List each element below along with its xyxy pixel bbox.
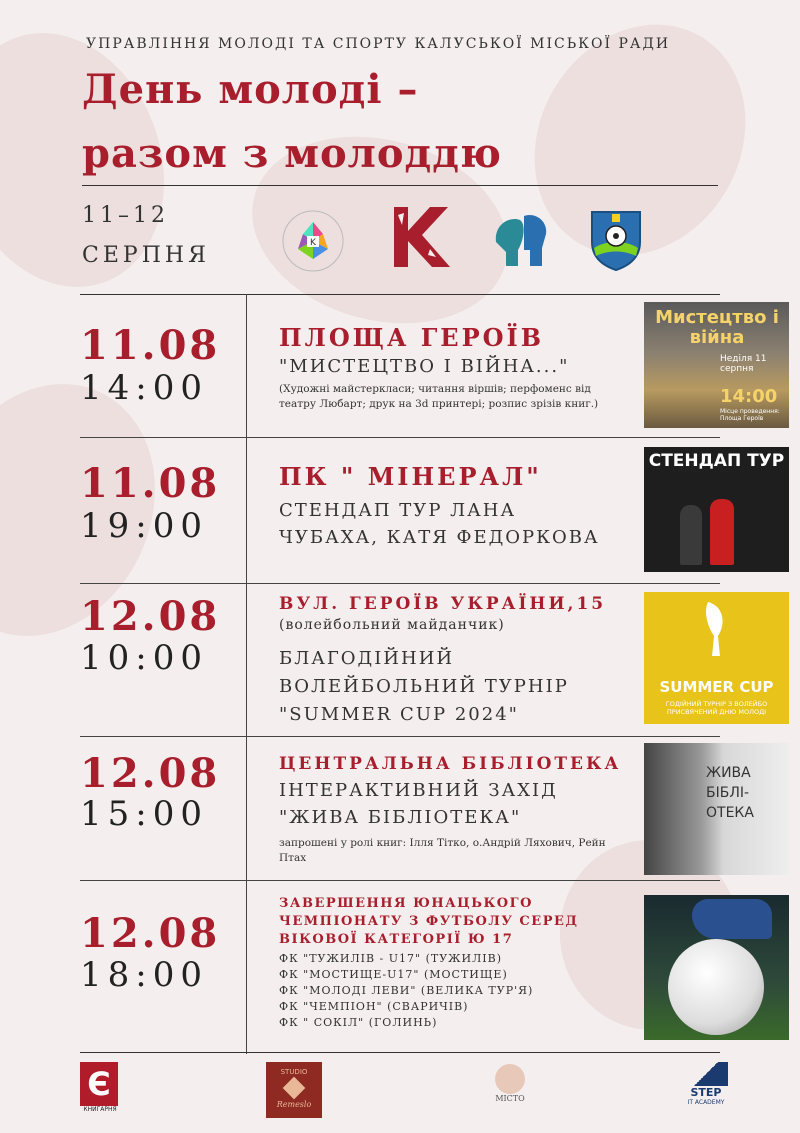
poster-day: Неділя 11 серпня [720, 354, 767, 374]
stairs-icon [684, 1062, 728, 1086]
event-time: 18:00 [80, 955, 208, 995]
event-date: 12.08 [80, 593, 221, 640]
event-details: (Художні майстеркласи; читання віршів; перфоменс від театру Любарт; друк на 3d принтері; розпис зрізів книг.) [279, 383, 599, 410]
sponsor-name: STEP [690, 1086, 722, 1099]
event-time: 14:00 [80, 368, 208, 408]
poster-caption: ГОДІЙНИЙ ТУРНІР З ВОЛЕЙБО ПРИСВЯЧЕНИЙ ДНЮ МОЛОДІ [665, 700, 768, 716]
event-time: 19:00 [80, 506, 208, 546]
sponsor-name: КНИГАРНЯ [83, 1106, 117, 1113]
event-photo-football [644, 895, 789, 1040]
event-place: ПЛОЩА ГЕРОЇВ [279, 323, 545, 352]
e-letter-icon: Є [80, 1062, 118, 1106]
event-poster-standup [644, 447, 789, 572]
poster-time: 14:00 [720, 386, 778, 407]
page-title-line2: разом з молоддю [82, 130, 502, 177]
sponsor-name: МІСТО [495, 1094, 525, 1103]
row-divider [80, 736, 720, 737]
schedule-column-divider [246, 294, 247, 1054]
poster-heading: Мистецтво і війна [655, 307, 779, 348]
team-list-item: ФК "ТУЖИЛІВ - U17" (ТУЖИЛІВ) [279, 952, 503, 965]
svg-text:K: K [310, 238, 316, 248]
page-title-line1: День молоді – [82, 66, 419, 113]
event-time: 10:00 [80, 638, 208, 678]
footer-divider [80, 1052, 720, 1053]
event-place: ПК " МІНЕРАЛ" [279, 462, 542, 491]
team-list-item: ФК " СОКІЛ" (ГОЛИНЬ) [279, 1016, 438, 1029]
sponsor-name: STUDIO [280, 1068, 308, 1076]
youth-department-logo [276, 204, 350, 278]
event-place: ЦЕНТРАЛЬНА БІБЛІОТЕКА [279, 754, 622, 774]
event-details: запрошені у ролі книг: Ілля Тітко, о.Андрій Ляхович, Рейн Птах [279, 837, 606, 864]
performer-figure [680, 505, 702, 565]
poster-heading: СТЕНДАП ТУР [648, 451, 785, 471]
cross-ornament-icon [283, 1077, 306, 1100]
poster-venue: Місце проведення: Площа Героїв [720, 408, 780, 422]
row-divider [80, 880, 720, 881]
sponsor-name: Remeslo [276, 1100, 312, 1109]
schedule-top-divider [80, 294, 720, 295]
poster-heading: SUMMER CUP [659, 678, 774, 696]
team-list-item: ФК "МОЛОДІ ЛЕВИ" (ВЕЛИКА ТУР'Я) [279, 984, 534, 997]
poster-heading: ЖИВА БІБЛІ-ОТЕКА [706, 765, 754, 821]
event-place-line2: ЧЕМПІОНАТУ З ФУТБОЛУ СЕРЕД [279, 914, 579, 929]
event-time: 15:00 [80, 794, 208, 834]
event-line1: ІНТЕРАКТИВНИЙ ЗАХІД [279, 780, 558, 801]
event-subplace: (волейбольний майданчик) [279, 617, 505, 633]
header-divider [82, 185, 718, 186]
circle-mark-icon [495, 1064, 525, 1094]
row-divider [80, 437, 720, 438]
knyharnia-logo [80, 1062, 120, 1113]
event-poster-summer-cup [644, 592, 789, 724]
festival-dates-line2: СЕРПНЯ [82, 243, 210, 268]
misto-logo [480, 1062, 540, 1118]
trophy-icon [696, 600, 736, 660]
team-list-item: ФК "ЧЕМПІОН" (СВАРИЧІВ) [279, 1000, 469, 1013]
event-line2: ВОЛЕЙБОЛЬНИЙ ТУРНІР [279, 676, 569, 697]
row-divider [80, 583, 720, 584]
event-poster-art-war [644, 302, 789, 428]
player-boot [692, 899, 772, 939]
event-line1: СТЕНДАП ТУР ЛАНА [279, 500, 517, 521]
team-list-item: ФК "МОСТИЩЕ-U17" (МОСТИЩЕ) [279, 968, 508, 981]
event-poster-living-library [644, 743, 789, 875]
football-club-crest [588, 206, 644, 272]
football-ball [668, 939, 764, 1035]
event-line2: "ЖИВА БІБЛІОТЕКА" [279, 807, 522, 828]
event-line2: ЧУБАХА, КАТЯ ФЕДОРКОВА [279, 527, 600, 548]
event-date: 11.08 [80, 322, 221, 369]
event-line1: БЛАГОДІЙНИЙ [279, 648, 455, 669]
event-line3: "SUMMER CUP 2024" [279, 704, 519, 725]
performer-figure [710, 499, 734, 565]
event-date: 12.08 [80, 910, 221, 957]
sponsor-name: IT ACADEMY [687, 1099, 725, 1106]
kalush-k-logo [390, 205, 452, 269]
step-it-academy-logo [680, 1062, 732, 1118]
organization-name: УПРАВЛІННЯ МОЛОДІ ТА СПОРТУ КАЛУСЬКОЇ МІСЬКОЇ РАДИ [86, 36, 671, 52]
event-place: ВУЛ. ГЕРОЇВ УКРАЇНИ,15 [279, 594, 607, 614]
festival-dates-line1: 11–12 [82, 203, 169, 228]
heads-logo [490, 206, 552, 270]
event-date: 12.08 [80, 750, 221, 797]
event-place-line3: ВІКОВОЇ КАТЕГОРІЇ Ю 17 [279, 932, 514, 947]
event-date: 11.08 [80, 460, 221, 507]
studio-remeslo-logo [266, 1062, 322, 1118]
event-place-line1: ЗАВЕРШЕННЯ ЮНАЦЬКОГО [279, 896, 533, 911]
event-title: "МИСТЕЦТВО І ВІЙНА..." [279, 356, 570, 377]
